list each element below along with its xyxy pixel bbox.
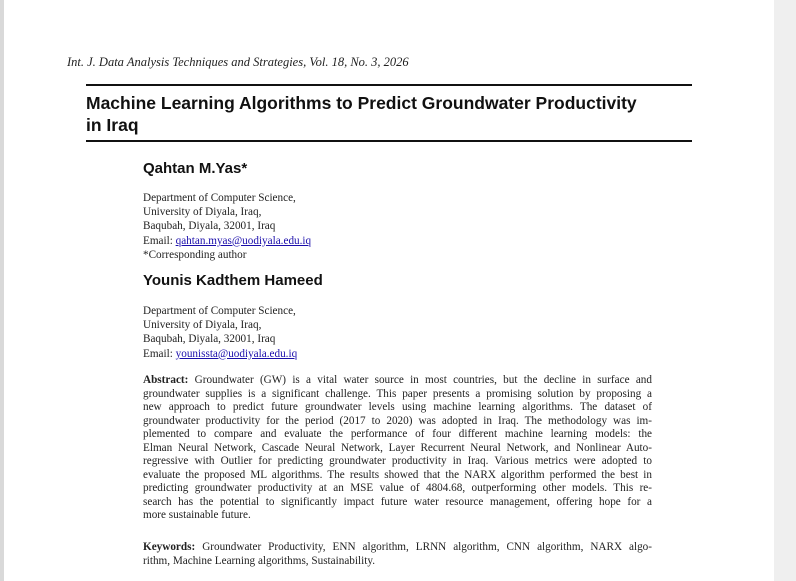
abstract-label: Abstract:: [143, 374, 189, 386]
author-2-email-line: [143, 347, 297, 361]
paper-title-line-1: Machine Learning Algorithms to Predict Groundwater Productivity: [86, 93, 637, 113]
author-2-address: Baqubah, Diyala, 32001, Iraq: [143, 333, 276, 346]
abstract-line: evaluate the proposed ML algorithms. The results showed that the NARX algorithm performed the best in: [143, 468, 652, 481]
abstract-line: search has the potential to significantly impact future water resource management, offering hope for a: [143, 495, 652, 508]
abstract: [143, 374, 652, 523]
abstract-line: new approach to predict future groundwater levels using machine learning algorithms. The dataset of: [143, 401, 652, 414]
keywords: [143, 540, 652, 568]
abstract-line: [143, 374, 652, 388]
abstract-line: regressive with Outlier for predicting groundwater productivity in Iraq. Various metrics were adopted to: [143, 455, 652, 468]
keywords-line: rithm, Machine Learning algorithms, Sustainability.: [143, 555, 375, 567]
author-2-email-label: Email:: [143, 347, 173, 360]
author-1-affiliation: [143, 191, 311, 262]
title-bottom-rule: [86, 140, 692, 142]
right-page-edge: [774, 0, 796, 581]
paper-title-line-2: in Iraq: [86, 115, 139, 135]
author-2-name: Younis Kadthem Hameed: [143, 272, 323, 289]
keywords-label: Keywords:: [143, 541, 196, 553]
abstract-line: more sustainable future.: [143, 509, 251, 522]
author-1-department: Department of Computer Science,: [143, 192, 296, 204]
author-1-email-label: Email:: [143, 234, 173, 247]
author-1-university: University of Diyala, Iraq,: [143, 206, 262, 219]
corresponding-author-note: *Corresponding author: [143, 248, 247, 261]
author-2-email-link[interactable]: younissta@uodiyala.edu.iq: [175, 347, 298, 360]
author-2-affiliation: [143, 304, 297, 361]
author-1-address: Baqubah, Diyala, 32001, Iraq: [143, 220, 276, 233]
keywords-line-text: Groundwater Productivity, ENN algorithm, LRNN algorithm, CNN algorithm, NARX algo-: [202, 541, 652, 553]
author-2-department: Department of Computer Science,: [143, 305, 296, 317]
title-top-rule: [86, 84, 692, 86]
paper-title: [86, 92, 692, 136]
author-2-university: University of Diyala, Iraq,: [143, 319, 262, 332]
left-page-edge: [0, 0, 4, 581]
abstract-line: groundwater supplies is a significant challenge. This paper presents a promising solution by proposing a: [143, 387, 652, 400]
keywords-line: [143, 540, 652, 554]
abstract-line: groundwater productivity for the period (2017 to 2020) was adopted in Iraq. The methodology was im-: [143, 414, 652, 427]
author-1-email-link[interactable]: qahtan.myas@uodiyala.edu.iq: [175, 234, 312, 247]
abstract-line-text: Groundwater (GW) is a vital water source in most countries, but the decline in surface and: [194, 374, 652, 386]
abstract-line: predicting groundwater productivity at an MSE value of 4804.68, outperforming other models. This re-: [143, 482, 652, 495]
author-1-name: Qahtan M.Yas*: [143, 160, 248, 177]
abstract-line: Elman Neural Network, Cascade Neural Network, Layer Recurrent Neural Network, and Nonlinear Auto-: [143, 441, 652, 454]
abstract-line: plemented to compare and evaluate the performance of four different machine learning models: the: [143, 428, 652, 441]
author-1-email-line: [143, 234, 311, 248]
journal-citation: Int. J. Data Analysis Techniques and Strategies, Vol. 18, No. 3, 2026: [67, 55, 409, 69]
